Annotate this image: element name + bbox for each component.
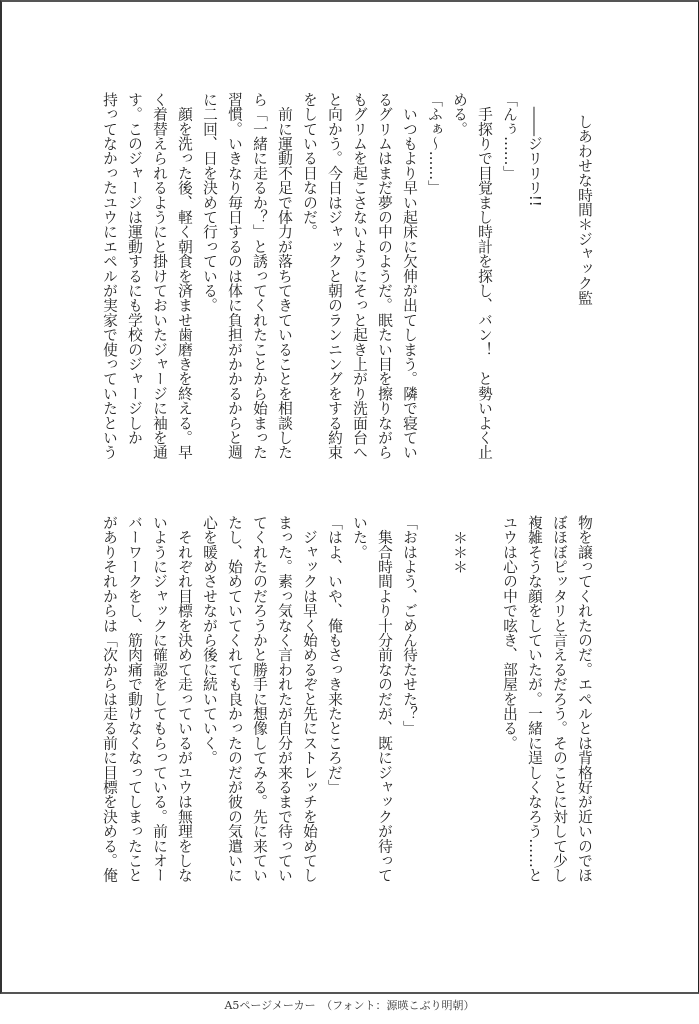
text-line: それぞれ目標を決めて走っているがユウは無理をしな bbox=[176, 515, 193, 883]
blank-line bbox=[472, 515, 497, 885]
text-line: 顔を洗った後、軽く朝食を済ませ歯磨きを終える。早 bbox=[176, 92, 193, 460]
text-line: に二回、日を決めて行っている。 bbox=[201, 92, 218, 313]
blank-line bbox=[422, 515, 447, 885]
text-line: ジャックは早く始めるぞと先にストレッチを始めてし bbox=[301, 515, 318, 883]
text-line: 「んぅ……」 bbox=[501, 92, 518, 181]
text-line: 「はよ、いや、俺もさっき来たところだ」 bbox=[326, 515, 343, 795]
text-line: 集合時間より十分前なのだが、既にジャックが待って bbox=[376, 515, 393, 883]
text-line: ら「一緒に走るか？」と誘ってくれたことから始まった bbox=[251, 92, 268, 460]
text-line: と向かう。今日はジャックと朝のランニングをする約束 bbox=[326, 92, 343, 460]
text-line: 持ってなかったユウにエペルが実家で使っていたという bbox=[101, 92, 118, 460]
text-line: す。このジャージは運動するにも学校のジャージしか bbox=[126, 92, 143, 445]
text-block-upper bbox=[97, 92, 597, 462]
blank-line bbox=[547, 92, 572, 462]
text-line: いた。 bbox=[351, 515, 368, 560]
text-line: いようにジャックに確認をしてもらっている。前にオー bbox=[151, 515, 168, 883]
text-line: バーワークをし、筋肉痛で動けなくなってしまったこと bbox=[126, 515, 143, 883]
text-line: 習慣。いきなり毎日するのは体に負担がかかるからと週 bbox=[226, 92, 243, 460]
text-line: まった。素っ気なく言われたが自分が来るまで待ってい bbox=[276, 515, 293, 883]
text-block-lower bbox=[97, 515, 597, 885]
text-line: もグリムを起こさないようにそっと起き上がり洗面台へ bbox=[351, 92, 368, 460]
text-line: 前に運動不足で体力が落ちてきていることを相談した bbox=[276, 92, 293, 460]
footer-caption: A5ページメーカー （フォント：源暎こぶり明朝） bbox=[224, 999, 475, 1012]
text-line: をしている日なのだ。 bbox=[301, 92, 318, 239]
text-line: 「ふぁ～……」 bbox=[426, 92, 443, 195]
text-line: ――ジリリリ!! bbox=[526, 92, 543, 207]
text-line: るグリムはまだ夢の中のようだ。眠たい目を擦りながら bbox=[376, 92, 393, 460]
text-line: める。 bbox=[451, 92, 468, 137]
scene-break: ＊＊＊ bbox=[451, 530, 468, 575]
text-line: いつもより早い起床に欠伸が出てしまう。隣で寝てい bbox=[401, 92, 418, 460]
text-line: たし、始めていてくれても良かったのだが彼の気遣いに bbox=[226, 515, 243, 883]
text-line: がありそれからは「次からは走る前に目標を決める。俺 bbox=[101, 515, 118, 883]
text-line: 「おはよう、ごめん待たせた？」 bbox=[401, 515, 418, 736]
text-line: 複雑そうな顔をしていたが。一緒に逞しくなろう……と bbox=[526, 515, 543, 883]
text-line: ユウは心の中で呟き、部屋を出る。 bbox=[501, 515, 518, 751]
text-line: 手探りで目覚まし時計を探し、バン！ と勢いよく止 bbox=[476, 92, 493, 460]
story-title: しあわせな時間＊ジャック監 bbox=[576, 114, 593, 306]
text-line: 心を暖めさせながら後に続いていく。 bbox=[201, 515, 218, 765]
text-line: ぼほぼピッタリと言えるだろう。そのことに対して少し bbox=[551, 515, 568, 883]
text-line: てくれたのだろうかと勝手に想像してみる。先に来てい bbox=[251, 515, 268, 883]
text-line: く着替えられるようにと掛けておいたジャージに袖を通 bbox=[151, 92, 168, 460]
text-line: 物を譲ってくれたのだ。エペルとは背格好が近いのでほ bbox=[576, 515, 593, 883]
